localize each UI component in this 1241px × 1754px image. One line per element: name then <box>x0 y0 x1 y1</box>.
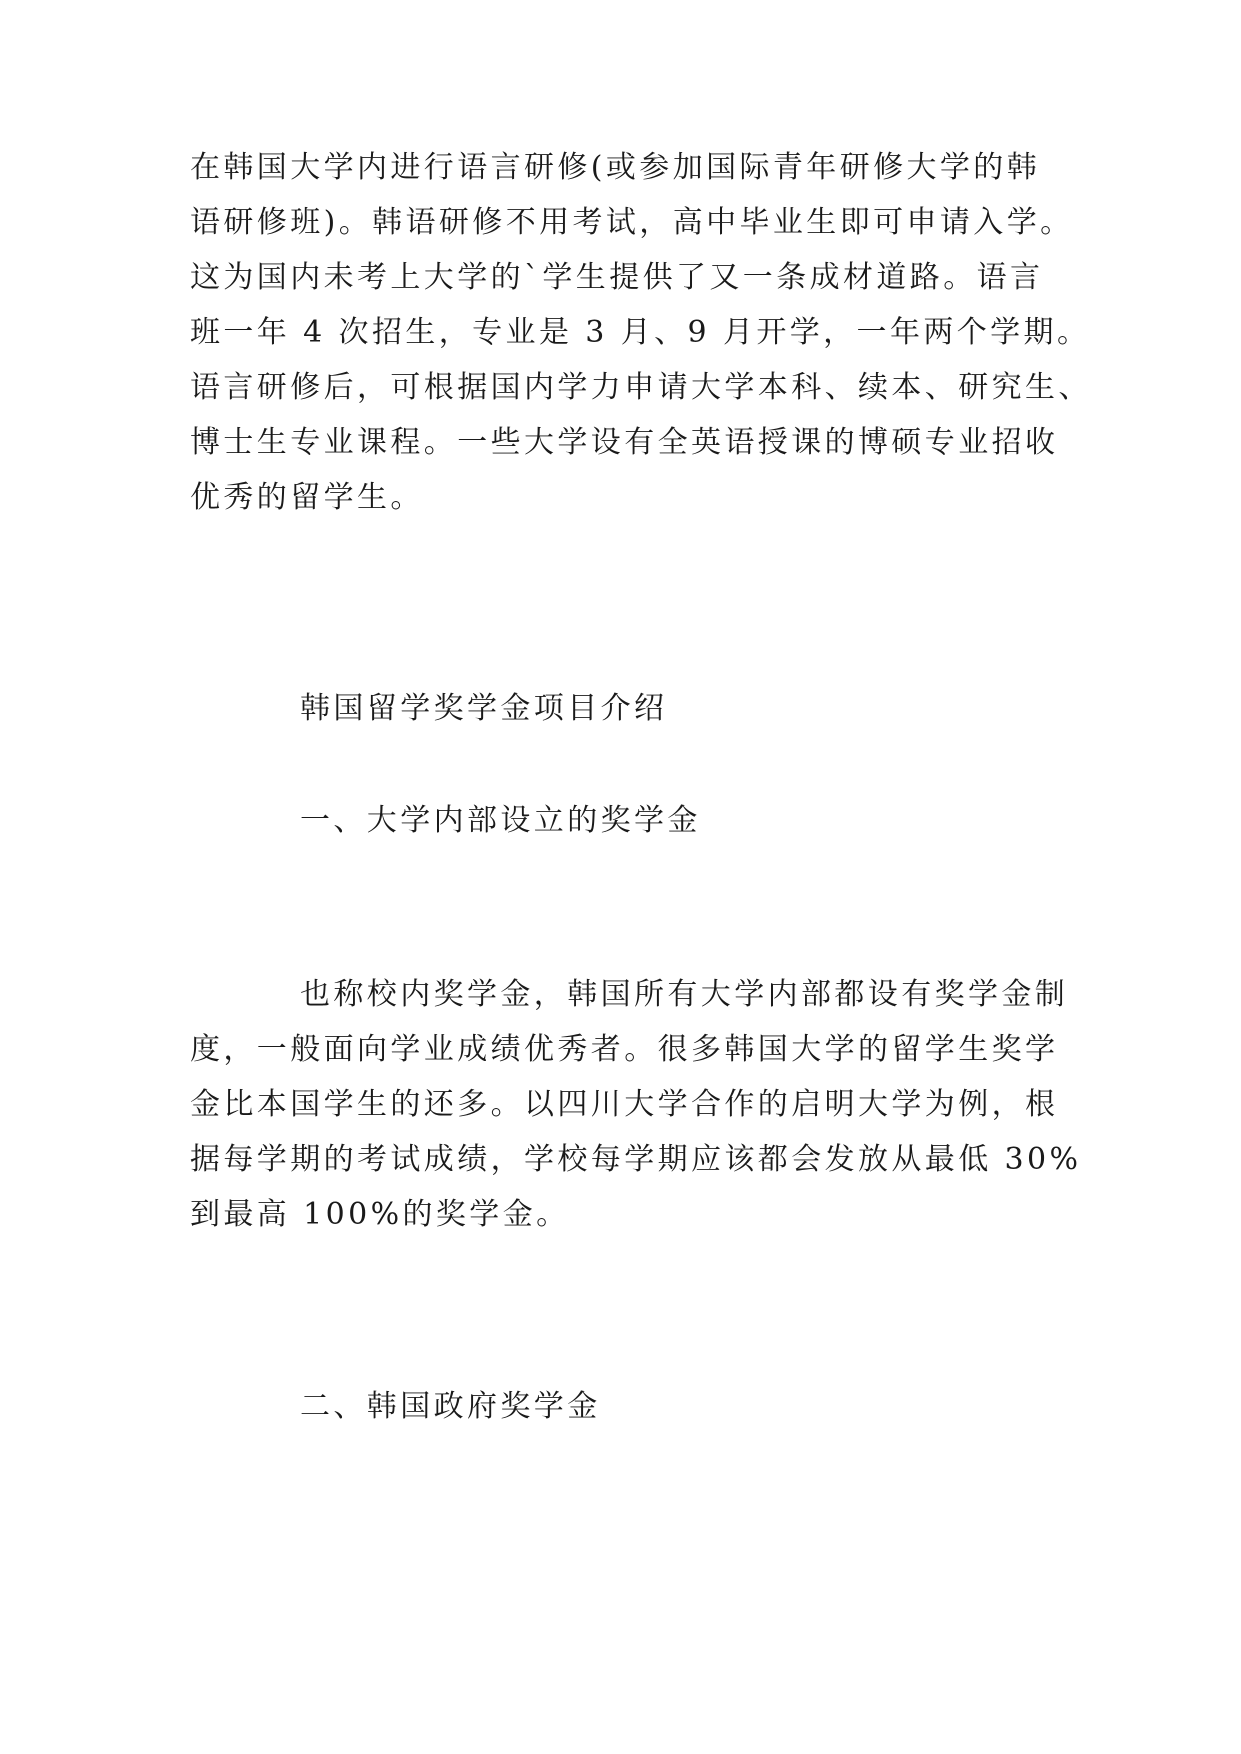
paragraph-line: 度，一般面向学业成绩优秀者。很多韩国大学的留学生奖学 <box>190 1032 1059 1067</box>
paragraph-line: 优秀的留学生。 <box>190 480 424 515</box>
paragraph-line: 语言研修后，可根据国内学力申请大学本科、续本、研究生、 <box>190 370 1092 405</box>
paragraph-line: 班一年 4 次招生，专业是 3 月、9 月开学，一年两个学期。 <box>190 315 1091 350</box>
paragraph-line: 金比本国学生的还多。以四川大学合作的启明大学为例，根 <box>190 1087 1059 1122</box>
paragraph-line: 也称校内奖学金，韩国所有大学内部都设有奖学金制 <box>300 977 1069 1012</box>
paragraph-line: 在韩国大学内进行语言研修(或参加国际青年研修大学的韩 <box>190 150 1041 185</box>
paragraph-line: 据每学期的考试成绩，学校每学期应该都会发放从最低 30% <box>190 1142 1082 1177</box>
paragraph-line: 语研修班)。韩语研修不用考试，高中毕业生即可申请入学。 <box>190 205 1074 240</box>
page-heading: 韩国留学奖学金项目介绍 <box>300 691 668 726</box>
paragraph-line: 博士生专业课程。一些大学设有全英语授课的博硕专业招收 <box>190 425 1059 460</box>
paragraph-line: 这为国内未考上大学的`学生提供了又一条成材道路。语言 <box>190 260 1044 295</box>
paragraph-line: 到最高 100%的奖学金。 <box>190 1197 570 1232</box>
section-heading: 一、大学内部设立的奖学金 <box>300 803 701 838</box>
section-heading: 二、韩国政府奖学金 <box>300 1389 601 1424</box>
